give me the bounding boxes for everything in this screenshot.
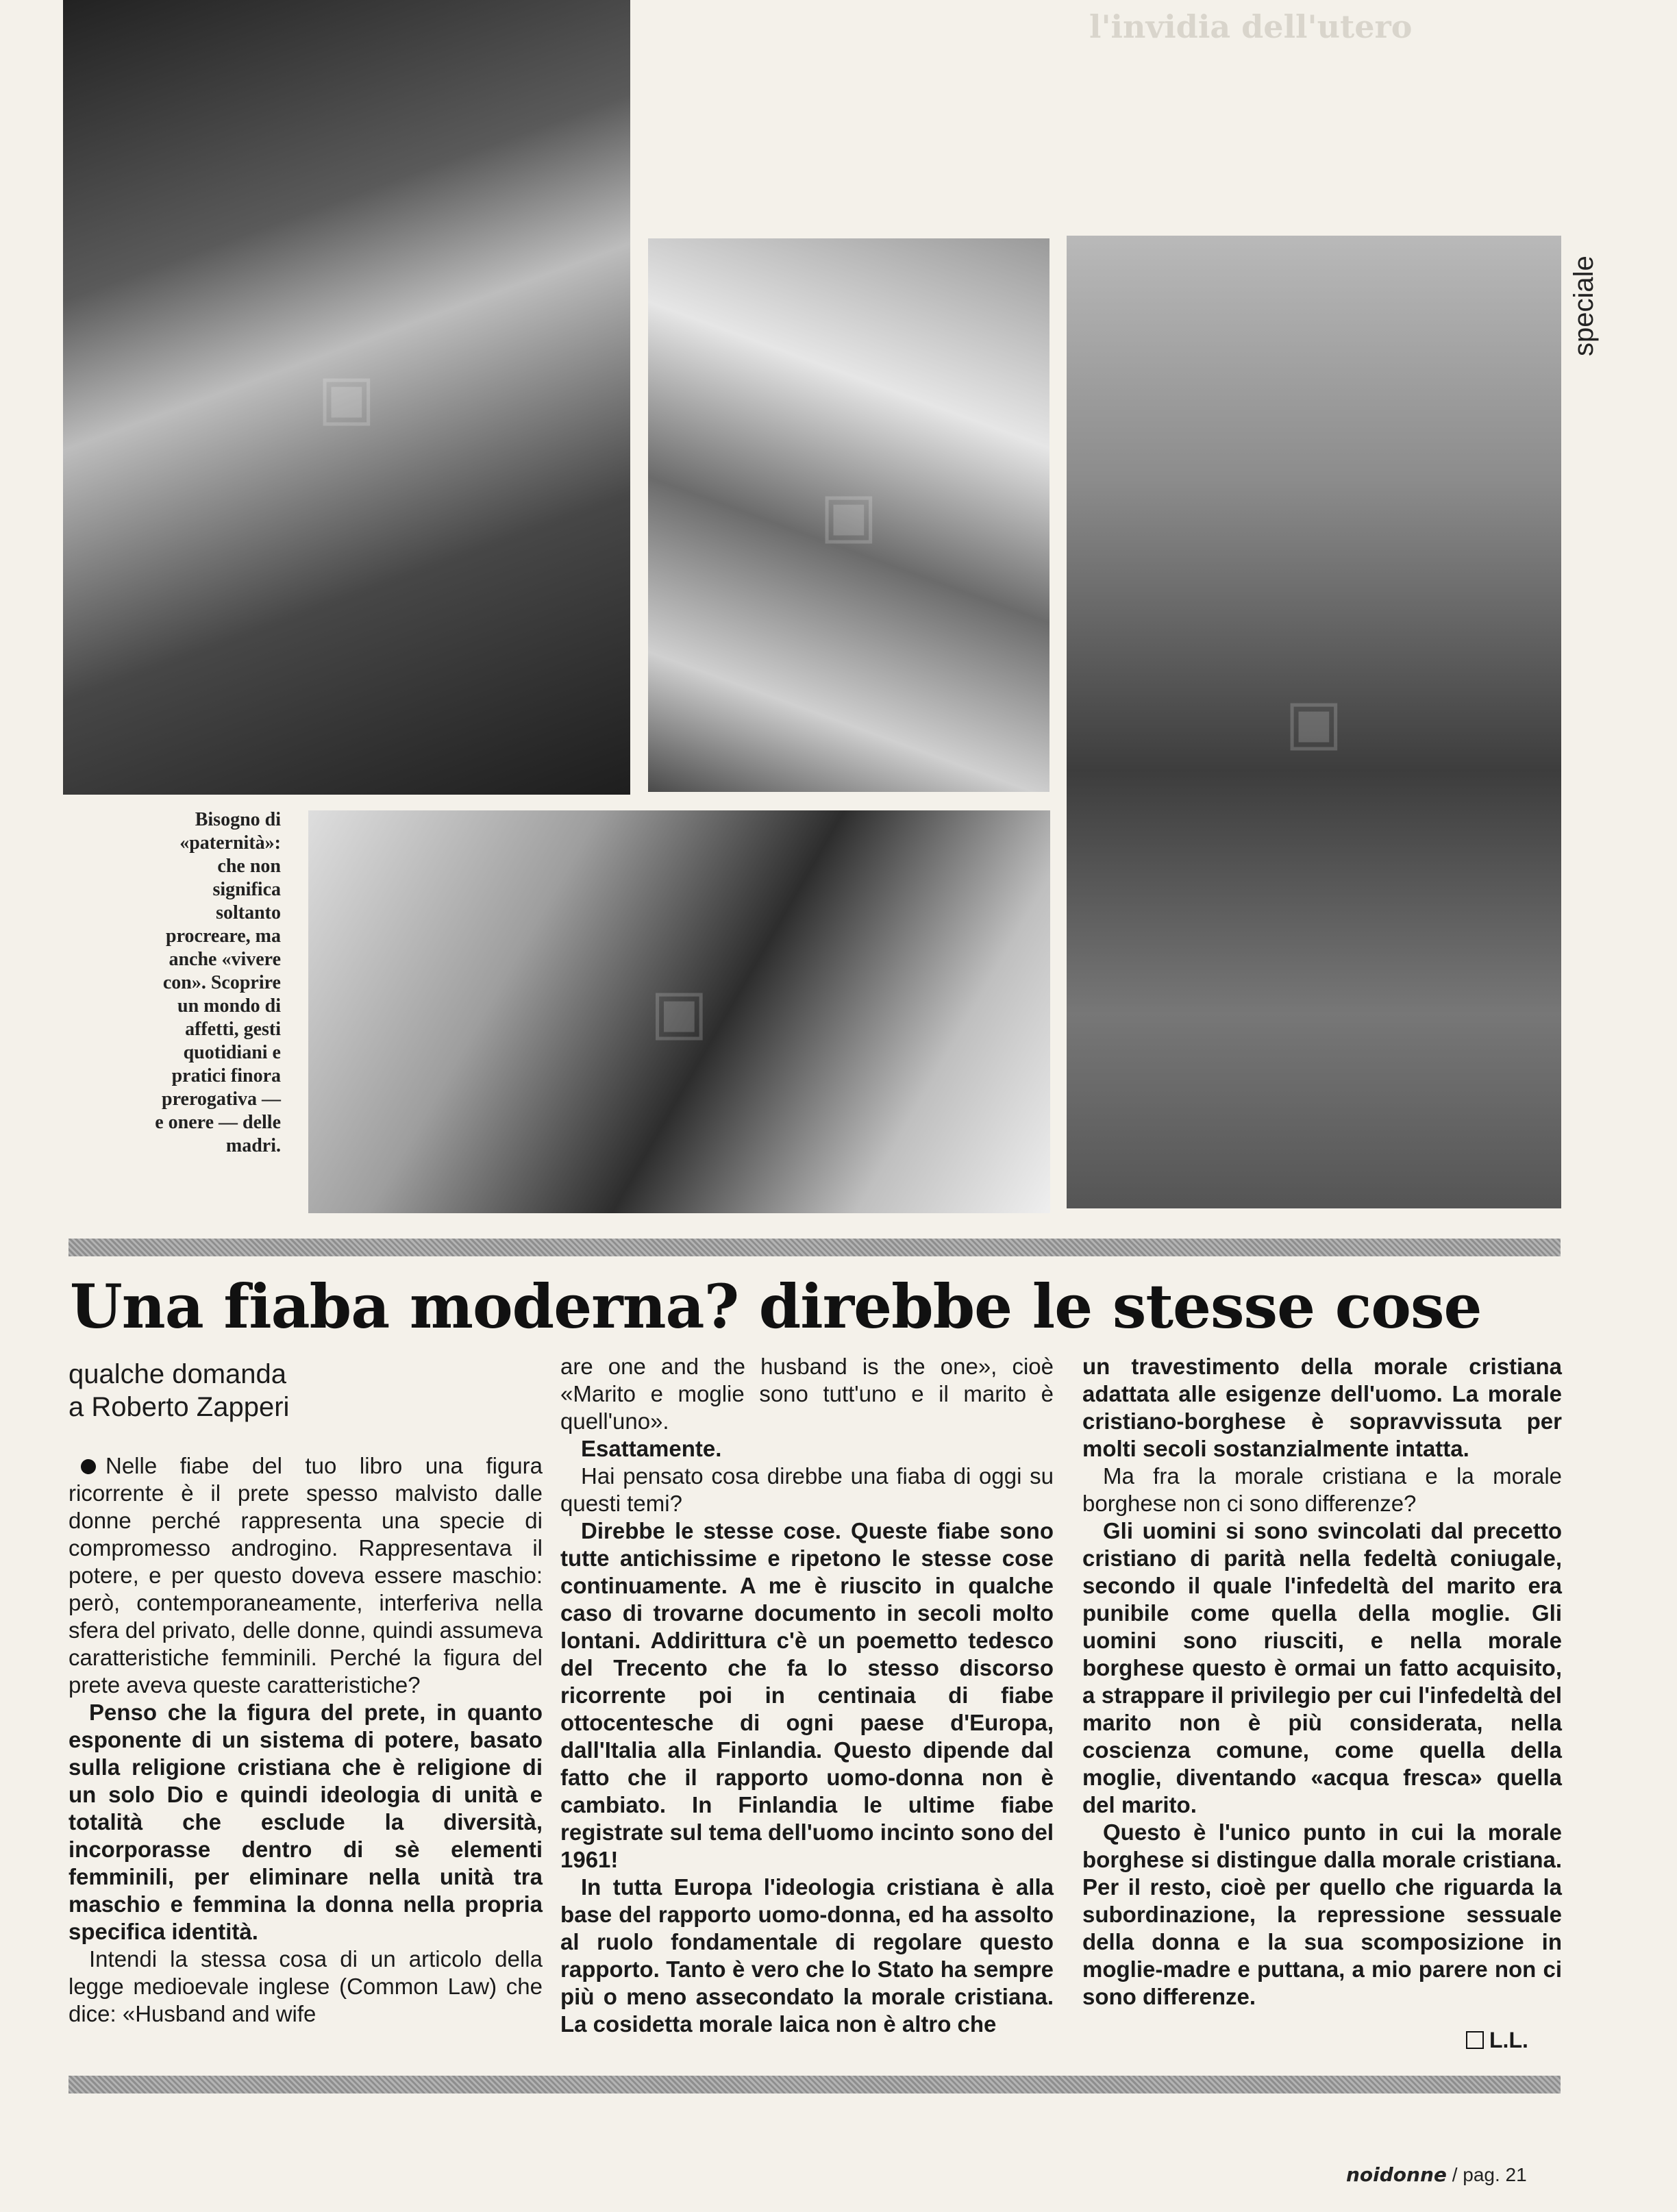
magazine-name: noidonne — [1346, 2163, 1447, 2186]
question-paragraph: Hai pensato cosa direbbe una fiaba di oggi su questi temi? — [560, 1463, 1054, 1516]
photo-father-walking-street — [1067, 236, 1561, 1208]
answer-paragraph: Gli uomini si sono svincolati dal precetto cristiano di parità nella fedeltà coniugale, secondo il quale l'infedeltà del marito era punibile come quella della moglie. Gli uomini sono riusciti, e nella morale borghese questo è ormai un fatto acquisito, a strappare il privilegio per cui l'infedeltà del marito non è più considerata, nella coscienza comune, come quella della moglie, diventando «acqua fresca» quella del marito. — [1082, 1518, 1562, 1817]
answer-paragraph: Esattamente. — [581, 1436, 722, 1461]
photo-father-changing-baby — [648, 238, 1049, 792]
section-label: speciale — [1569, 256, 1599, 356]
divider-top — [69, 1239, 1561, 1256]
answer-paragraph: Direbbe le stesse cose. Queste fiabe sono tutte antichissime e ripetono le stesse cose continuamente. A me è riuscito in qualche caso di trovarne documento in secoli molto lontani. Addirittura c'è un poemetto tedesco del Trecento che fa lo stesso discorso ricorrente poi in centinaia di fiabe ottocentesche di ogni paese d'Europa, dall'Italia alla Finlandia. Questo dipende dal fatto che il rapporto uomo-donna non è cambiato. In Finlandia le ultime fiabe registrate sul tema dell'uomo incinto sono del 1961! — [560, 1518, 1054, 1872]
author-signature — [1466, 2028, 1528, 2053]
answer-paragraph: In tutta Europa l'ideologia cristiana è alla base del rapporto uomo-donna, ed ha assolto al ruolo fondamentale di regolare questo rapporto. Tanto è vero che lo Stato ha sempre più o meno assecondato la morale cristiana. La cosidetta morale laica non è altro che — [560, 1874, 1054, 2037]
answer-paragraph: Questo è l'unico punto in cui la morale borghese si distingue dalla morale cristiana. Per il resto, cioè per quello che riguarda la subordinazione, la repressione sessuale della donna e la sua scomposizione in moglie-madre e puttana, a mio parere non ci sono differenze. — [1082, 1819, 1562, 2009]
article-column-1 — [69, 1452, 543, 2028]
photo-icon: ▣ — [317, 361, 376, 434]
answer-paragraph: un travestimento della morale cristiana adattata alle esigenze dell'uomo. La morale cristiano-borghese è sopravvissuta per molti secoli sostanzialmente intatta. — [1082, 1354, 1562, 1461]
page-number: / pag. 21 — [1452, 2164, 1527, 2185]
photo-icon: ▣ — [1284, 686, 1343, 758]
photo-two-men-with-baby — [308, 810, 1050, 1213]
photo-caption: Bisogno di «paternità»: che non significa soltanto procreare, ma anche «vivere con». Scoprire un mondo di affetti, gesti quotidiani e pratici finora prerogativa — e onere — delle madri. — [155, 809, 281, 1156]
question-paragraph: are one and the husband is the one», cioè «Marito e moglie sono tutt'uno e il marito è quell'uno». — [560, 1354, 1054, 1434]
page-footer — [1346, 2163, 1527, 2186]
paragraph-text: Nelle fiabe del tuo libro una figura ricorrente è il prete spesso malvisto dalle donne perché rappresenta una specie di compromesso androgino. Rappresentava il potere, e per questo doveva essere maschio: però, contemporaneamente, interferiva nella sfera del privato, delle donne, quindi assumeva caratteristiche femminili. Perché la figura del prete aveva queste caratteristiche? — [69, 1453, 543, 1698]
headline: Una fiaba moderna? direbbe le stesse cose — [70, 1271, 1482, 1342]
photo-father-with-child — [63, 0, 630, 795]
article-column-2 — [560, 1353, 1054, 2038]
square-icon — [1466, 2031, 1484, 2049]
subtitle-line-2: a Roberto Zapperi — [69, 1392, 290, 1422]
article-column-3 — [1082, 1353, 1562, 2011]
bleed-through-text: l'invidia dell'utero — [1089, 8, 1413, 45]
question-paragraph: Intendi la stessa cosa di un articolo della legge medioevale inglese (Common Law) che dice: «Husband and wife — [69, 1946, 543, 2026]
subtitle — [69, 1358, 548, 1424]
answer-paragraph: Penso che la figura del prete, in quanto esponente di un sistema di potere, basato sulla religione cristiana che è religione di un solo Dio e quindi ideologia di unità e totalità che esclude la diversità, incorporasse dentro di sè elementi femminili, per eliminare nella unità tra maschio e femmina la donna nella propria specifica identità. — [69, 1700, 543, 1944]
question-paragraph — [69, 1452, 543, 1699]
signature-text: L.L. — [1489, 2028, 1528, 2052]
photo-icon: ▣ — [819, 479, 878, 551]
divider-bottom — [69, 2076, 1561, 2093]
question-paragraph: Ma fra la morale cristiana e la morale borghese non ci sono differenze? — [1082, 1463, 1562, 1516]
bullet-icon — [81, 1459, 96, 1474]
subtitle-line-1: qualche domanda — [69, 1359, 287, 1389]
photo-icon: ▣ — [649, 975, 709, 1048]
